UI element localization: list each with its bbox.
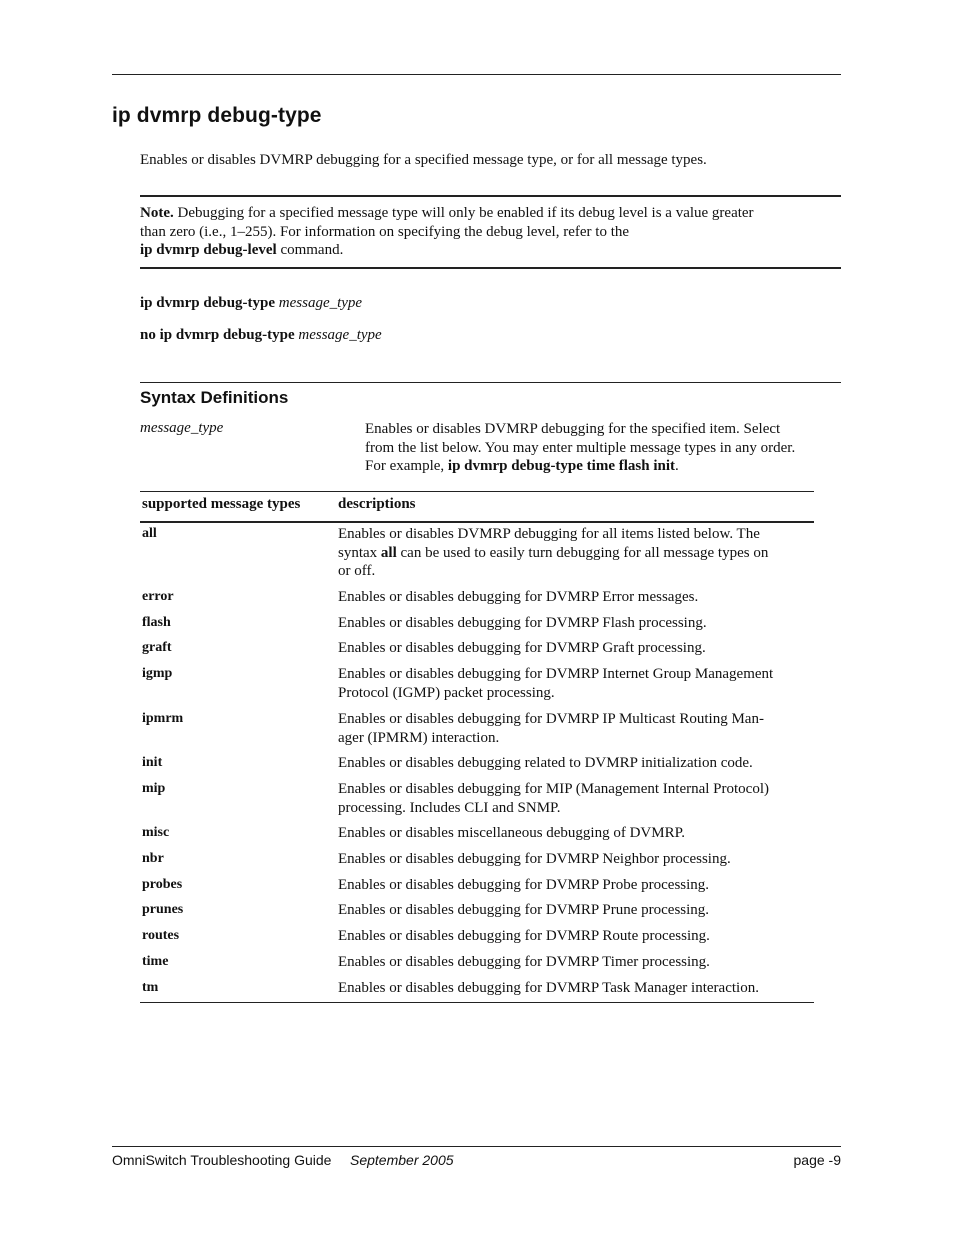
syntax-desc-line: from the list below. You may enter multiple message types in any order. <box>365 439 796 456</box>
description-line: Enables or disables debugging for DVMRP Internet Group Management <box>338 666 774 682</box>
intro-paragraph: Enables or disables DVMRP debugging for a specified message type, or for all message types. <box>140 152 707 168</box>
table-row-key: ipmrm <box>142 711 184 726</box>
syntax-definition-description <box>365 420 841 476</box>
syntax-line-enable <box>140 294 362 313</box>
syntax-command: no ip dvmrp debug-type <box>140 327 295 343</box>
table-header-types: supported message types <box>142 496 301 512</box>
table-row-description <box>338 588 814 607</box>
table-row-description <box>338 850 814 869</box>
syntax-line-disable <box>140 326 382 345</box>
footer-date: September 2005 <box>350 1152 454 1168</box>
table-row-description <box>338 665 814 702</box>
footer-guide-title: OmniSwitch Troubleshooting Guide <box>112 1152 332 1168</box>
description-line: Enables or disables debugging for DVMRP Timer processing. <box>338 954 710 970</box>
note-text-2: than zero (i.e., 1–255). For information on specifying the debug level, refer to the <box>140 223 630 240</box>
table-row-key: tm <box>142 980 159 995</box>
description-line: Enables or disables debugging for DVMRP Probe processing. <box>338 877 710 893</box>
table-row-key: prunes <box>142 902 184 917</box>
table-row-key: misc <box>142 825 170 840</box>
footer-page-number: page -9 <box>793 1152 841 1168</box>
description-line: syntax all can be used to easily turn debugging for all message types on <box>338 544 769 561</box>
description-line: Enables or disables miscellaneous debugging of DVMRP. <box>338 825 686 841</box>
description-line: ager (IPMRM) interaction. <box>338 729 500 746</box>
table-row-key: nbr <box>142 851 164 866</box>
top-rule <box>112 74 841 75</box>
syntax-definition-param: message_type <box>140 420 224 436</box>
table-header-descriptions: descriptions <box>338 496 416 512</box>
table-header-rule <box>140 521 814 523</box>
table-row-description <box>338 876 814 895</box>
table-row-key: routes <box>142 928 180 943</box>
syntax-desc-line: For example, <box>365 458 448 474</box>
footer-rule <box>112 1146 841 1147</box>
syntax-param: message_type <box>298 327 382 343</box>
syntax-desc-suffix: . <box>675 458 679 474</box>
description-line: Enables or disables debugging for DVMRP Neighbor processing. <box>338 851 731 867</box>
page-title: ip dvmrp debug-type <box>112 104 322 127</box>
syntax-example: ip dvmrp debug-type time flash init <box>447 458 676 474</box>
table-row-key: init <box>142 755 163 770</box>
description-line: Enables or disables debugging related to DVMRP initialization code. <box>338 755 753 771</box>
description-line: processing. Includes CLI and SNMP. <box>338 799 561 816</box>
description-line: Enables or disables debugging for DVMRP Flash processing. <box>338 615 707 631</box>
description-line: Enables or disables DVMRP debugging for all items listed below. The <box>338 526 760 542</box>
table-rule-bottom <box>140 1002 814 1003</box>
description-line: Enables or disables debugging for DVMRP Task Manager interaction. <box>338 980 759 996</box>
syntax-command: ip dvmrp debug-type <box>140 295 276 311</box>
note-label: Note. <box>140 205 174 221</box>
description-line: or off. <box>338 563 376 579</box>
note-block <box>140 204 840 260</box>
note-text-end: command. <box>276 242 344 258</box>
note-text-1: Debugging for a specified message type will only be enabled if its debug level is a value greater <box>173 205 754 221</box>
note-rule-bottom <box>140 267 841 269</box>
table-row-key: mip <box>142 781 166 796</box>
table-row-key: time <box>142 954 169 969</box>
note-rule-top <box>140 195 841 197</box>
table-row-key: graft <box>142 640 172 655</box>
table-row-description <box>338 953 814 972</box>
table-row-key: all <box>142 526 157 541</box>
table-row-description <box>338 901 814 920</box>
table-row-description <box>338 979 814 998</box>
table-row-description <box>338 824 814 843</box>
table-row-key: flash <box>142 615 171 630</box>
description-line: Enables or disables debugging for DVMRP IP Multicast Routing Man- <box>338 711 764 727</box>
description-line: Enables or disables debugging for DVMRP Graft processing. <box>338 640 706 656</box>
note-command: ip dvmrp debug-level <box>140 242 277 258</box>
table-row-key: probes <box>142 877 183 892</box>
description-line: Enables or disables debugging for DVMRP Prune processing. <box>338 902 710 918</box>
description-line: Protocol (IGMP) packet processing. <box>338 684 555 701</box>
table-row-description <box>338 754 814 773</box>
table-row-key: error <box>142 589 174 604</box>
table-row-description <box>338 525 814 581</box>
syntax-desc-line: Enables or disables DVMRP debugging for the specified item. Select <box>365 421 781 437</box>
syntax-definitions-rule <box>140 382 841 383</box>
table-row-description <box>338 614 814 633</box>
table-row-description <box>338 780 814 817</box>
table-row-description <box>338 710 814 747</box>
description-line: Enables or disables debugging for DVMRP Route processing. <box>338 928 710 944</box>
table-row-key: igmp <box>142 666 173 681</box>
table-row-description <box>338 927 814 946</box>
table-rule-top <box>140 491 814 492</box>
syntax-param: message_type <box>278 295 363 311</box>
table-row-description <box>338 639 814 658</box>
description-line: Enables or disables debugging for DVMRP Error messages. <box>338 589 699 605</box>
description-line: Enables or disables debugging for MIP (Management Internal Protocol) <box>338 781 770 797</box>
syntax-definitions-heading: Syntax Definitions <box>140 388 289 407</box>
